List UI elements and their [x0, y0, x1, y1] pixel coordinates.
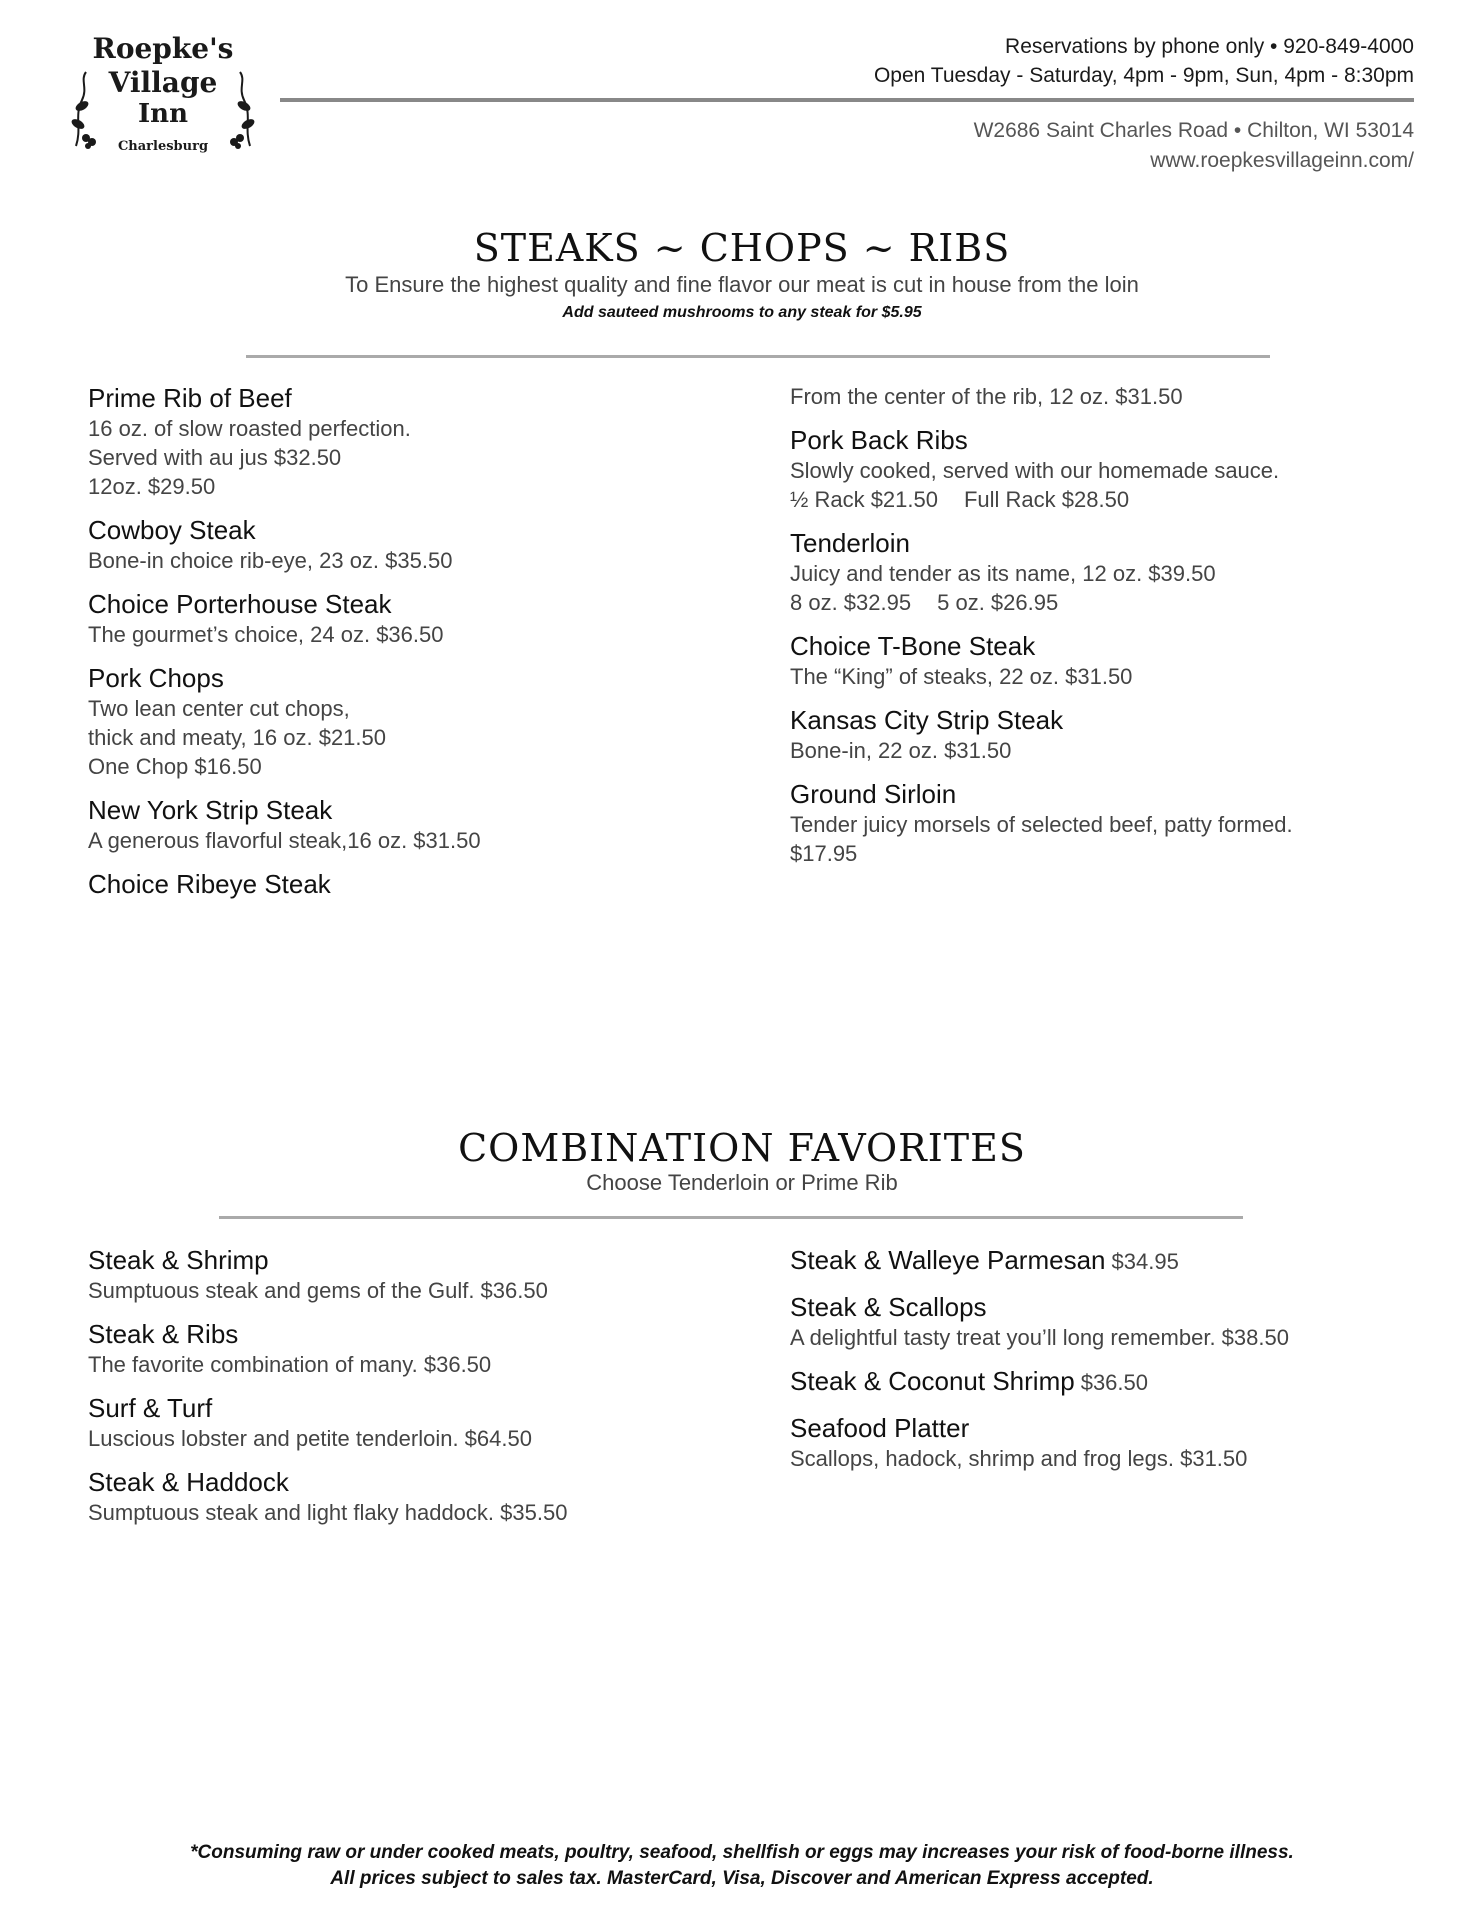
menu-item-steak-scallops — [790, 1291, 1410, 1352]
menu-item-description: The favorite combination of many. $36.50 — [88, 1352, 492, 1377]
menu-item-name-text: Choice T-Bone Steak — [790, 631, 1036, 661]
footer-disclaimer — [0, 1840, 1484, 1892]
menu-item-name-text: Steak & Coconut Shrimp — [790, 1366, 1075, 1396]
menu-item-steak-shrimp — [88, 1244, 708, 1305]
contact-info-bottom — [974, 116, 1414, 176]
menu-item-price-option: ½ Rack $21.50 — [790, 487, 938, 512]
menu-item-name — [88, 1244, 708, 1276]
ribeye-continued-line: From the center of the rib, 12 oz. $31.50 — [790, 384, 1183, 409]
menu-item-price-option: 8 oz. $32.95 — [790, 590, 912, 615]
menu-item-name — [88, 868, 708, 900]
logo-line-3: Inn — [138, 99, 188, 129]
menu-item-steak-haddock — [88, 1466, 708, 1527]
menu-item-description: Tender juicy morsels of selected beef, patty formed. — [790, 812, 1293, 837]
menu-item-name — [88, 382, 708, 414]
menu-item-name-text: Steak & Ribs — [88, 1319, 239, 1349]
menu-item-name-text: New York Strip Steak — [88, 795, 333, 825]
menu-item-price: $34.95 — [1111, 1249, 1179, 1274]
menu-item-name-text: Surf & Turf — [88, 1393, 213, 1423]
menu-item-name — [790, 424, 1410, 456]
menu-item-description: A delightful tasty treat you’ll long remember. $38.50 — [790, 1325, 1289, 1350]
steaks-section-title: STEAKS ~ CHOPS ~ RIBS — [473, 226, 1011, 270]
logo-line-4: Charlesburg — [117, 139, 209, 154]
menu-item-price: $36.50 — [1080, 1370, 1148, 1395]
menu-item-prime-rib-of-beef — [88, 382, 708, 501]
menu-item-name — [88, 794, 708, 826]
menu-item-name-text: Kansas City Strip Steak — [790, 705, 1064, 735]
menu-item-description: Served with au jus $32.50 — [88, 445, 342, 470]
menu-item-choice-porterhouse-steak — [88, 588, 708, 649]
steaks-divider — [246, 355, 1270, 358]
logo-line-1: Roepke's — [92, 32, 234, 65]
menu-item-name-text: Steak & Haddock — [88, 1467, 289, 1497]
menu-item-description: thick and meaty, 16 oz. $21.50 — [88, 725, 386, 750]
menu-item-price-option: 5 oz. $26.95 — [937, 590, 1059, 615]
combos-left-column — [88, 1244, 708, 1540]
menu-item-description: Luscious lobster and petite tenderloin. $64.50 — [88, 1426, 532, 1451]
combos-right-column — [790, 1244, 1410, 1486]
food-safety-notice: *Consuming raw or under cooked meats, poultry, seafood, shellfish or eggs may increases your risk of food-borne illness. — [190, 1842, 1294, 1863]
menu-item-description: $17.95 — [790, 841, 858, 866]
menu-item-name-text: Choice Porterhouse Steak — [88, 589, 392, 619]
reservations-line: Reservations by phone only • 920-849-4000 — [1005, 35, 1414, 58]
menu-item-name-text: Pork Chops — [88, 663, 224, 693]
menu-item-description: Sumptuous steak and gems of the Gulf. $36.50 — [88, 1278, 548, 1303]
menu-item-choice-ribeye-steak — [88, 868, 708, 900]
menu-item-description: Slowly cooked, served with our homemade sauce. — [790, 458, 1280, 483]
menu-item-name-text: Ground Sirloin — [790, 779, 957, 809]
menu-item-name-text: Cowboy Steak — [88, 515, 256, 545]
menu-item-name-text: Steak & Scallops — [790, 1292, 987, 1322]
menu-item-name — [790, 1244, 1410, 1278]
menu-item-description: Sumptuous steak and light flaky haddock. $35.50 — [88, 1500, 568, 1525]
mushroom-note: Add sauteed mushrooms to any steak for $5.95 — [562, 304, 922, 321]
menu-item-description: 12oz. $29.50 — [88, 474, 216, 499]
menu-item-new-york-strip-steak — [88, 794, 708, 855]
combos-section-subtitle: Choose Tenderloin or Prime Rib — [586, 1170, 898, 1195]
menu-item-kansas-city-strip-steak — [790, 704, 1410, 765]
menu-item-price-option: Full Rack $28.50 — [963, 487, 1130, 512]
steaks-section-subtitle: To Ensure the highest quality and fine flavor our meat is cut in house from the loin — [345, 272, 1139, 297]
menu-item-description: One Chop $16.50 — [88, 754, 262, 779]
menu-item-choice-t-bone-steak — [790, 630, 1410, 691]
menu-item-name — [88, 1318, 708, 1350]
menu-item-pork-back-ribs — [790, 424, 1410, 514]
menu-item-name-text: Seafood Platter — [790, 1413, 970, 1443]
steaks-left-column — [88, 382, 708, 913]
header-divider — [280, 98, 1414, 102]
menu-item-name — [790, 630, 1410, 662]
steaks-right-column — [790, 382, 1410, 881]
menu-item-ground-sirloin — [790, 778, 1410, 868]
menu-item-name — [790, 1291, 1410, 1323]
website-link[interactable]: www.roepkesvillageinn.com/ — [1150, 149, 1414, 172]
hours-line: Open Tuesday - Saturday, 4pm - 9pm, Sun, 4pm - 8:30pm — [873, 64, 1414, 87]
menu-item-steak-walleye-parmesan — [790, 1244, 1410, 1278]
payment-notice: All prices subject to sales tax. MasterCard, Visa, Discover and American Express accepted. — [330, 1868, 1154, 1889]
menu-item-steak-ribs — [88, 1318, 708, 1379]
menu-item-description: 16 oz. of slow roasted perfection. — [88, 416, 411, 441]
menu-item-name — [88, 514, 708, 546]
menu-item-description: Juicy and tender as its name, 12 oz. $39.50 — [790, 561, 1216, 586]
menu-item-description: The “King” of steaks, 22 oz. $31.50 — [790, 664, 1133, 689]
menu-item-name — [790, 1365, 1410, 1399]
menu-item-description: Scallops, hadock, shrimp and frog legs. $31.50 — [790, 1446, 1248, 1471]
menu-item-name — [88, 1392, 708, 1424]
menu-item-name — [790, 1412, 1410, 1444]
combos-section-title: COMBINATION FAVORITES — [458, 1126, 1026, 1170]
menu-item-price-options — [790, 485, 1410, 514]
contact-info-top — [874, 32, 1414, 90]
menu-item-cowboy-steak — [88, 514, 708, 575]
menu-item-description: Bone-in choice rib-eye, 23 oz. $35.50 — [88, 548, 453, 573]
menu-item-name — [88, 662, 708, 694]
menu-item-name-text: Tenderloin — [790, 528, 910, 558]
menu-item-name-text: Choice Ribeye Steak — [88, 869, 331, 899]
logo-graphic — [68, 28, 258, 158]
restaurant-logo — [68, 28, 258, 158]
menu-item-name-text: Prime Rib of Beef — [88, 383, 292, 413]
menu-item-price-options — [790, 588, 1410, 617]
address-line: W2686 Saint Charles Road • Chilton, WI 53014 — [973, 119, 1414, 142]
menu-item-description: The gourmet’s choice, 24 oz. $36.50 — [88, 622, 444, 647]
menu-item-name-text: Steak & Shrimp — [88, 1245, 269, 1275]
menu-item-name — [790, 778, 1410, 810]
menu-item-steak-coconut-shrimp — [790, 1365, 1410, 1399]
menu-item-name — [790, 704, 1410, 736]
menu-item-tenderloin — [790, 527, 1410, 617]
logo-line-2: Village — [108, 66, 218, 99]
menu-item-seafood-platter — [790, 1412, 1410, 1473]
menu-item-description: Two lean center cut chops, — [88, 696, 350, 721]
menu-item-description: A generous flavorful steak,16 oz. $31.50 — [88, 828, 481, 853]
combos-divider — [219, 1216, 1243, 1219]
menu-item-name — [88, 588, 708, 620]
menu-item-name — [88, 1466, 708, 1498]
menu-item-name-text: Steak & Walleye Parmesan — [790, 1245, 1106, 1275]
menu-item-name-text: Pork Back Ribs — [790, 425, 968, 455]
menu-item-surf-turf — [88, 1392, 708, 1453]
menu-item-pork-chops — [88, 662, 708, 781]
menu-item-description: Bone-in, 22 oz. $31.50 — [790, 738, 1012, 763]
menu-item-name — [790, 527, 1410, 559]
